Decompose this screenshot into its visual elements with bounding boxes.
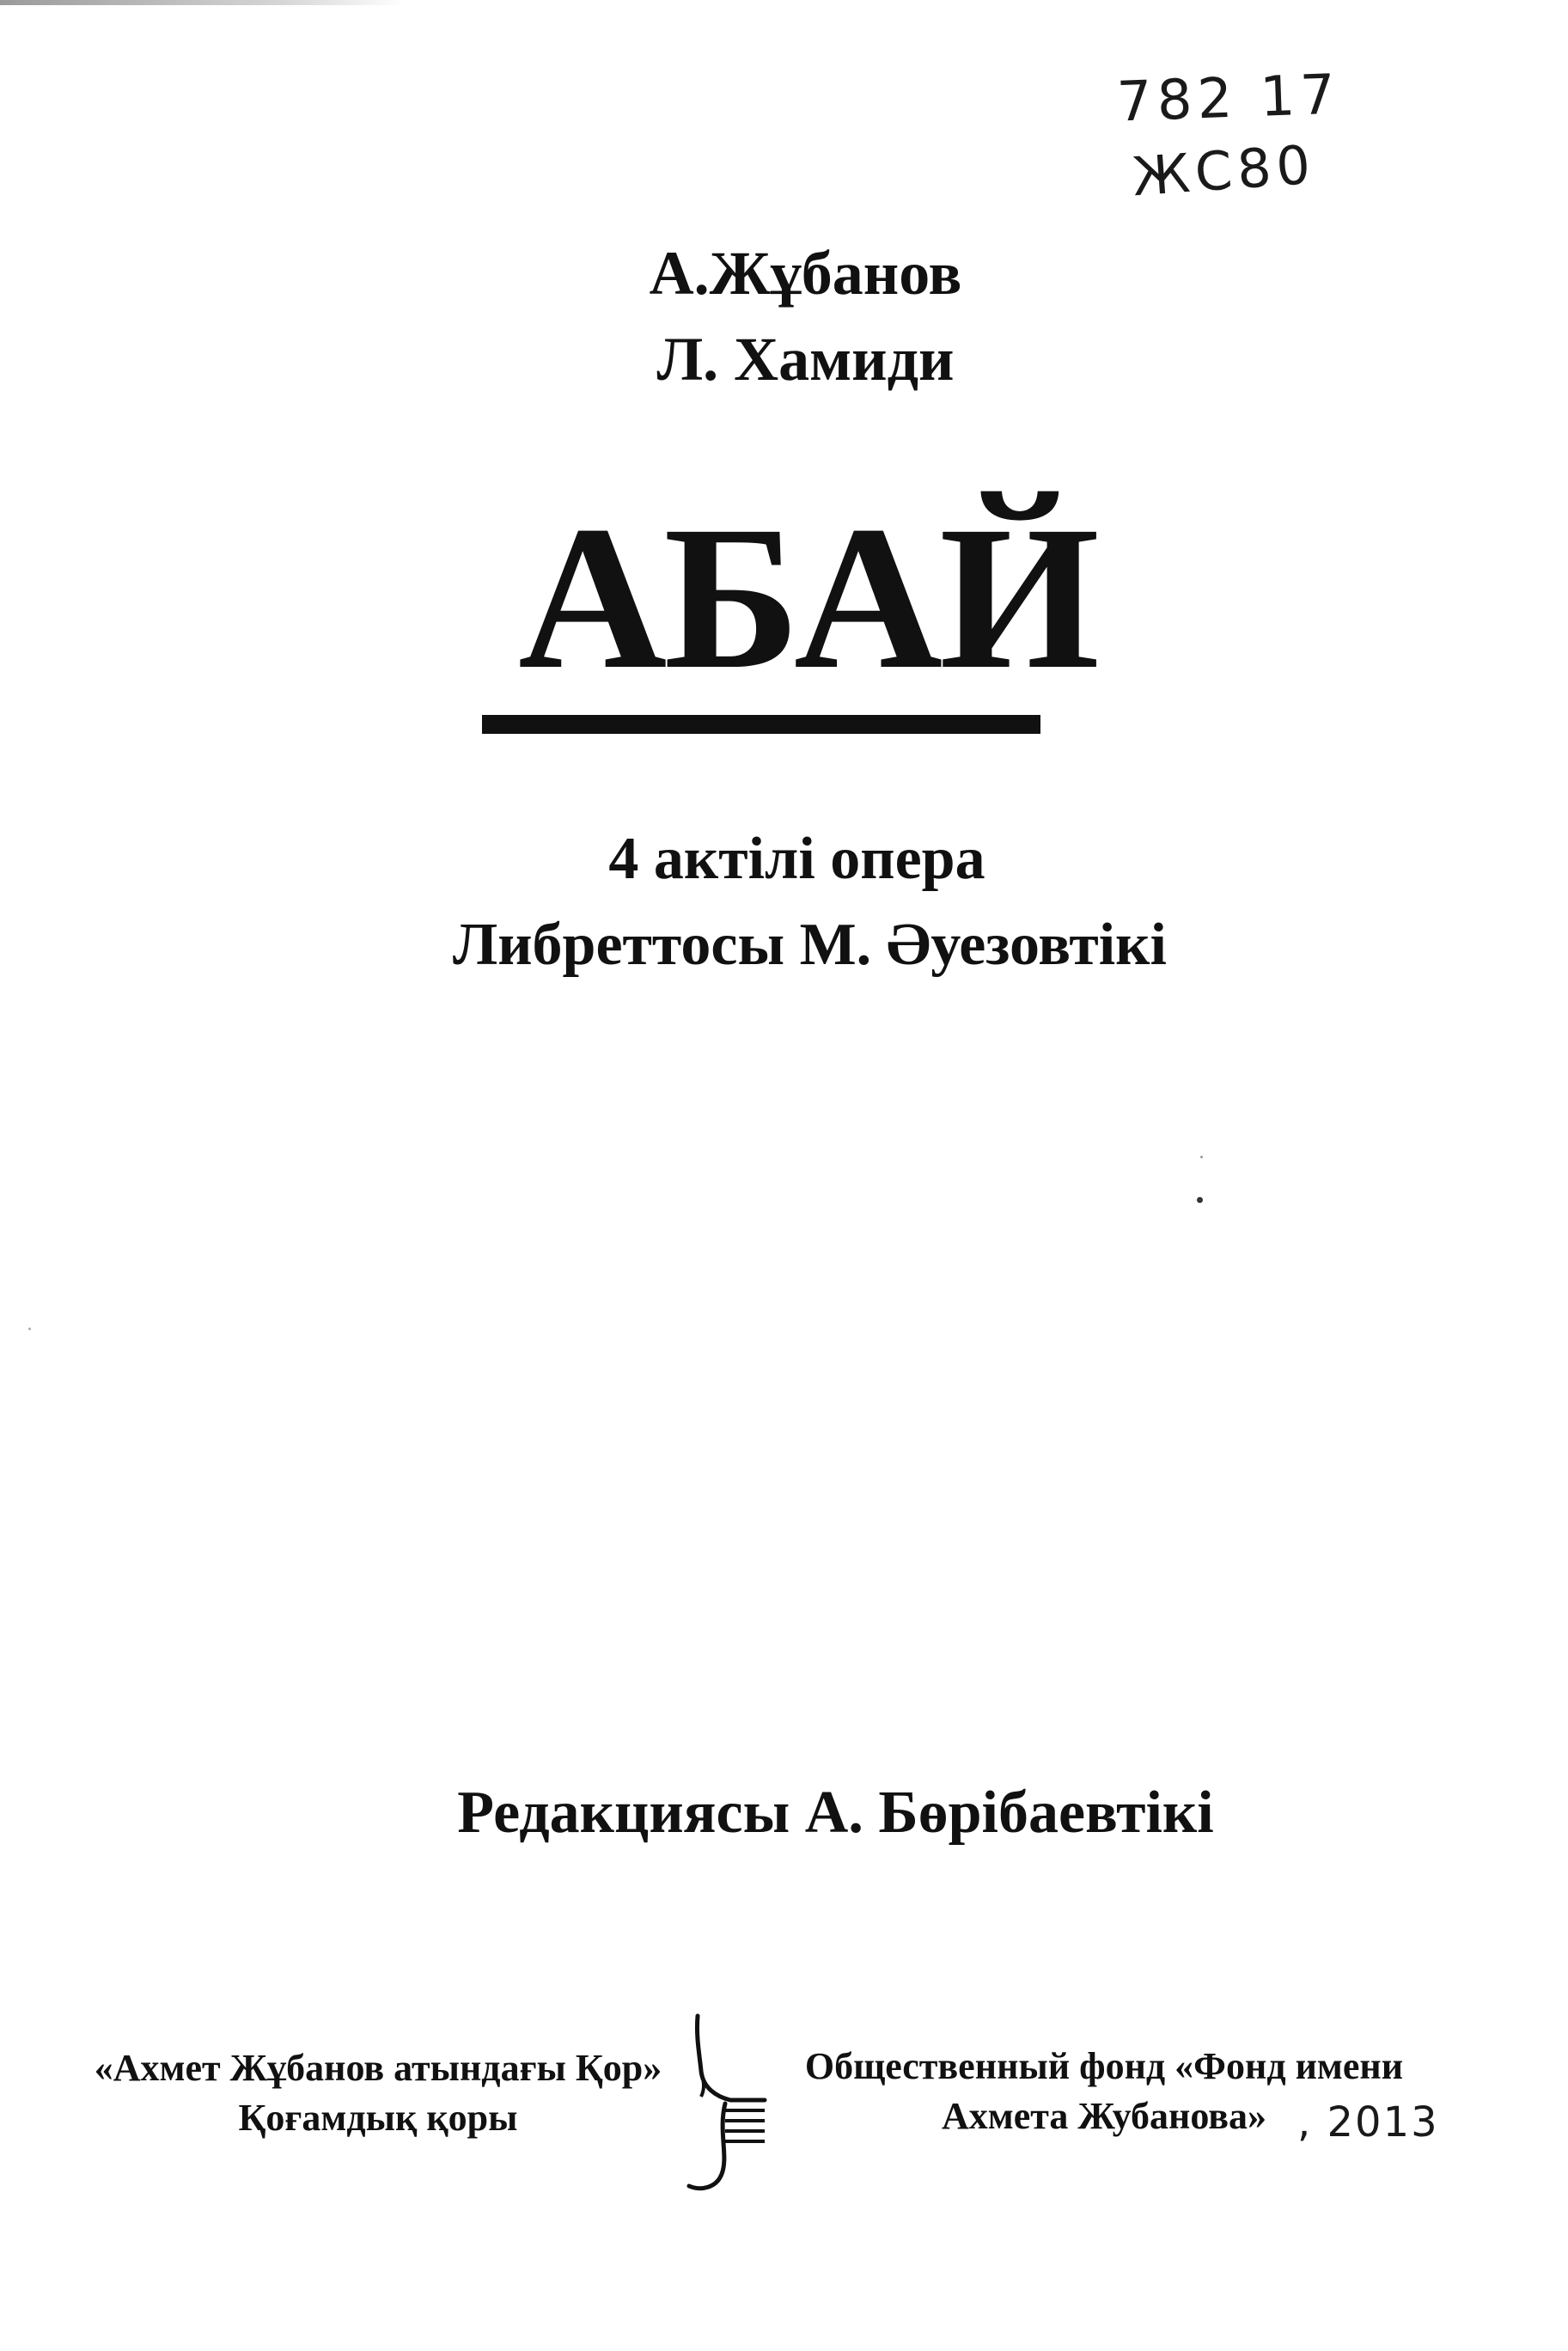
handwritten-year: , 2013 (1297, 2098, 1439, 2146)
scan-speck (1200, 1156, 1203, 1158)
authors-block (0, 230, 1568, 402)
editor-credit: Редакциясы А. Бөрібаевтікі (457, 1780, 1214, 1846)
title-block (0, 483, 1568, 711)
genre-line: 4 актілі опера (608, 826, 985, 892)
author-khamidi: Л. Хамиди (656, 325, 955, 394)
libretto-line: Либреттосы М. Әуезовтікі (453, 912, 1167, 978)
publisher-russian-line2: Ахмета Жубанова» (941, 2095, 1267, 2137)
subtitle-block (0, 816, 1568, 988)
publisher-russian-line1: Общественный фонд «Фонд имени (804, 2045, 1404, 2087)
book-title: АБАЙ (518, 483, 1096, 711)
scan-edge-shadow (0, 0, 404, 5)
scan-speck (28, 1328, 31, 1330)
publisher-kazakh-line2: Қоғамдық қоры (238, 2097, 518, 2139)
handwritten-shelfmark-line2: ЖС80 (1130, 132, 1318, 209)
handwritten-shelfmark-line1: 782 17 (1115, 63, 1342, 135)
violin-scroll-logo-icon (679, 2011, 773, 2200)
title-underline-rule (482, 715, 1040, 734)
publisher-kazakh-line1: «Ахмет Жұбанов атындағы Қор» (94, 2047, 662, 2089)
author-zhubanov: А.Жұбанов (649, 239, 962, 308)
publisher-kazakh (60, 2043, 696, 2143)
scan-speck (1197, 1197, 1203, 1203)
